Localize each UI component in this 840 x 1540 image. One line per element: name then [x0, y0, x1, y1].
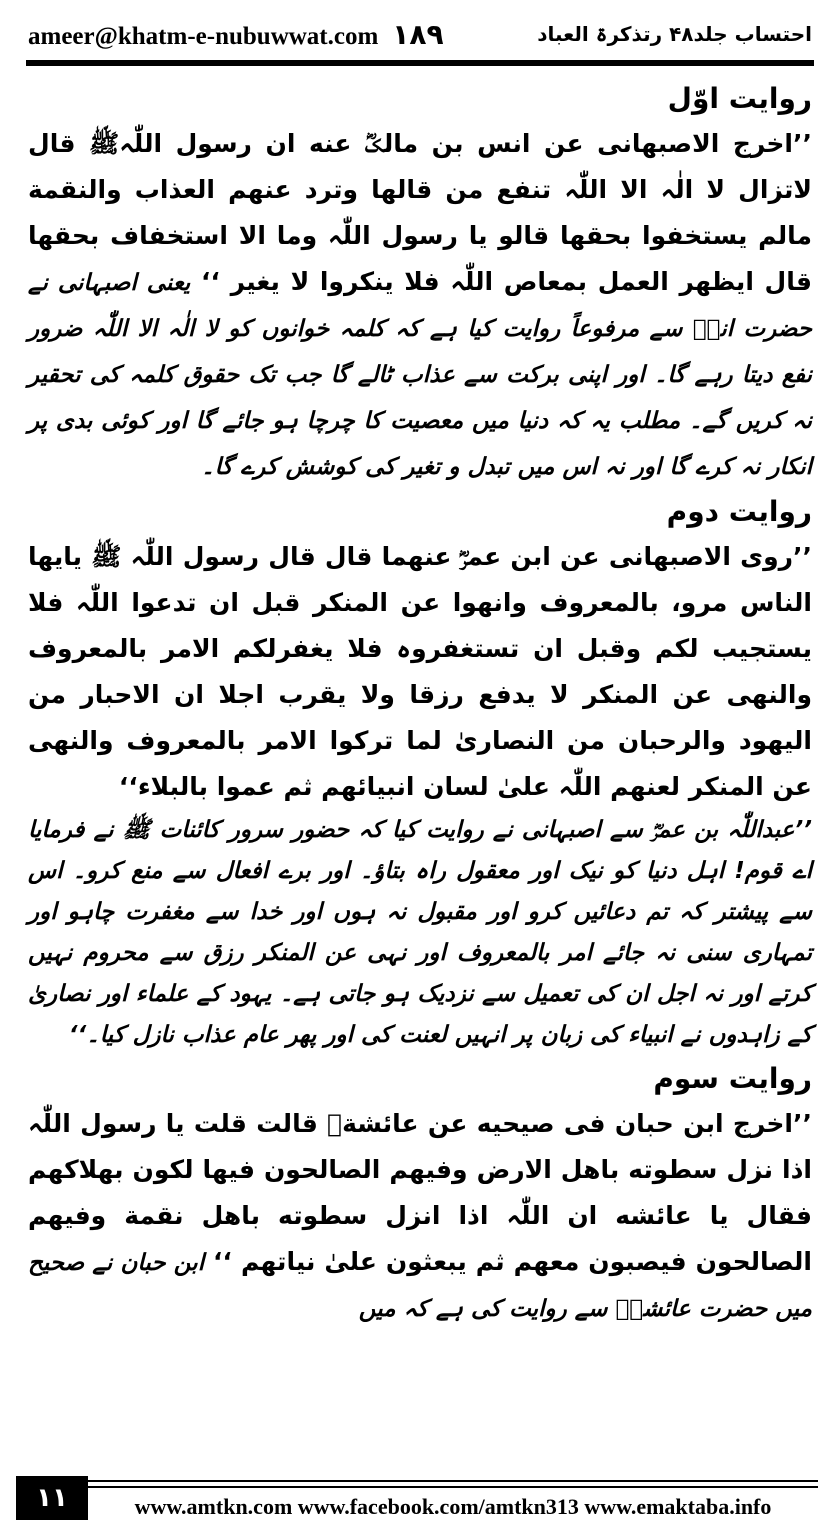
- narration-1-arabic: ’’اخرج الاصبھانی عن انس بن مالکؓ عنه ان رسول اللّٰہﷺ قال لاتزال لا الٰہ الا اللّٰہ تنفع من قالھا وترد عنھم العذاب والنقمة مالم یستخفوا بحقھا قالو یا رسول اللّٰہ وما الا استخفاف بحقھا قال ایظھر العمل بمعاص اللّٰہ فلا ینکروا لا یغیر ‘‘: [28, 129, 813, 296]
- narration-1: [28, 82, 812, 489]
- page-content: [28, 76, 812, 1460]
- footer-urls[interactable]: www.amtkn.com www.facebook.com/amtkn313 www.emaktaba.info: [134, 1494, 772, 1519]
- header-email[interactable]: ameer@khatm-e-nubuwwat.com: [28, 22, 379, 50]
- header-left: [28, 18, 444, 51]
- narration-3-body: [28, 1101, 812, 1331]
- footer-page-number: ١١: [16, 1476, 88, 1520]
- narration-1-heading: روایت اوّل: [667, 82, 812, 115]
- narration-3-arabic: ’’اخرج ابن حبان فی صیحیه عن عائشةؓ قالت قلت یا رسول اللّٰہ اذا نزل سطوته باھل الارض وفیھم الصالحون فیھا لکون بھلاکھم فقال یا عائشه ان اللّٰہ اذا انزل سطوته باھل نقمة وفیھم الصالحون فیصبون معھم ثم یبعثون علیٰ نیاتھم ‘‘: [28, 1109, 812, 1276]
- narration-2: [28, 495, 812, 1056]
- narration-1-body: [28, 121, 812, 489]
- footer-bar: [88, 1476, 818, 1520]
- header-page-number: ١٨٩: [392, 17, 444, 51]
- narration-3: [28, 1062, 812, 1331]
- narration-2-urdu: ’’عبداللّٰہ بن عمرؓ سے اصبہانی نے روایت کیا کہ حضور سرور کائنات ﷺ نے فرمایا اے قوم! اہل دنیا کو نیک اور معقول راہ بتاؤ۔ اور برے افعال سے منع کرو۔ اس سے پیشتر کہ تم دعائیں کرو اور مقبول نہ ہوں اور خدا سے مغفرت چاہو اور تمہاری سنی نہ جائے امر بالمعروف اور نہی عن المنکر رزق سے محروم نہیں کرتے اور نہ اجل ان کی تعمیل سے نزدیک ہو جاتی ہے۔ یہود کے علماء اور نصاریٰ کے زاہدوں نے انبیاء کی زبان پر انہیں لعنت کی اور پھر عام عذاب نازل کیا۔‘‘: [28, 817, 812, 1048]
- page-header: [28, 14, 812, 54]
- narration-2-heading: روایت دوم: [666, 495, 812, 528]
- narration-3-heading: روایت سوم: [653, 1062, 812, 1095]
- footer-rule-bottom: [88, 1486, 818, 1488]
- footer-rule-top: [88, 1480, 818, 1482]
- narration-3-urdu: ابن حبان نے صحیح میں حضرت عائشہؓ سے روایت کی ہے کہ میں: [28, 1250, 812, 1322]
- header-rule: [26, 60, 814, 66]
- header-book-title: احتساب جلد۴۸ رتذکرۃ العباد: [537, 22, 812, 46]
- narration-2-arabic: ’’روی الاصبھانی عن ابن عمرؓ عنھما قال قال رسول اللّٰہ ﷺ یایھا الناس مرو، بالمعروف وانھوا عن المنکر قبل ان تدعوا اللّٰہ فلا یستجیب لکم وقبل ان تستغفروہ فلا یغفرلکم الامر بالمعروف والنھی عن المنکر لا یدفع رزقا ولا یقرب اجلا ان الاحبار من الیھود والرحبان من النصاریٰ لما ترکوا الامر بالمعروف والنھی عن المنکر لعنھم اللّٰہ علیٰ لسان انبیائھم ثم عموا بالبلاء‘‘: [28, 542, 812, 801]
- page-footer: [16, 1476, 818, 1520]
- narration-1-urdu: یعنی اصبہانی نے حضرت انسؓ سے مرفوعاً روایت کیا ہے کہ کلمہ خوانوں کو لا الٰہ الا اللّٰہ ضرور نفع دیتا رہے گا۔ اور اپنی برکت سے عذاب ٹالے گا جب تک حقوق کلمہ کی تحقیر نہ کریں گے۔ مطلب یہ کہ دنیا میں معصیت کا چرچا ہو جائے گا اور کوئی بدی پر انکار نہ کرے گا اور نہ اس میں تبدل و تغیر کی کوشش کرے گا۔: [28, 270, 812, 480]
